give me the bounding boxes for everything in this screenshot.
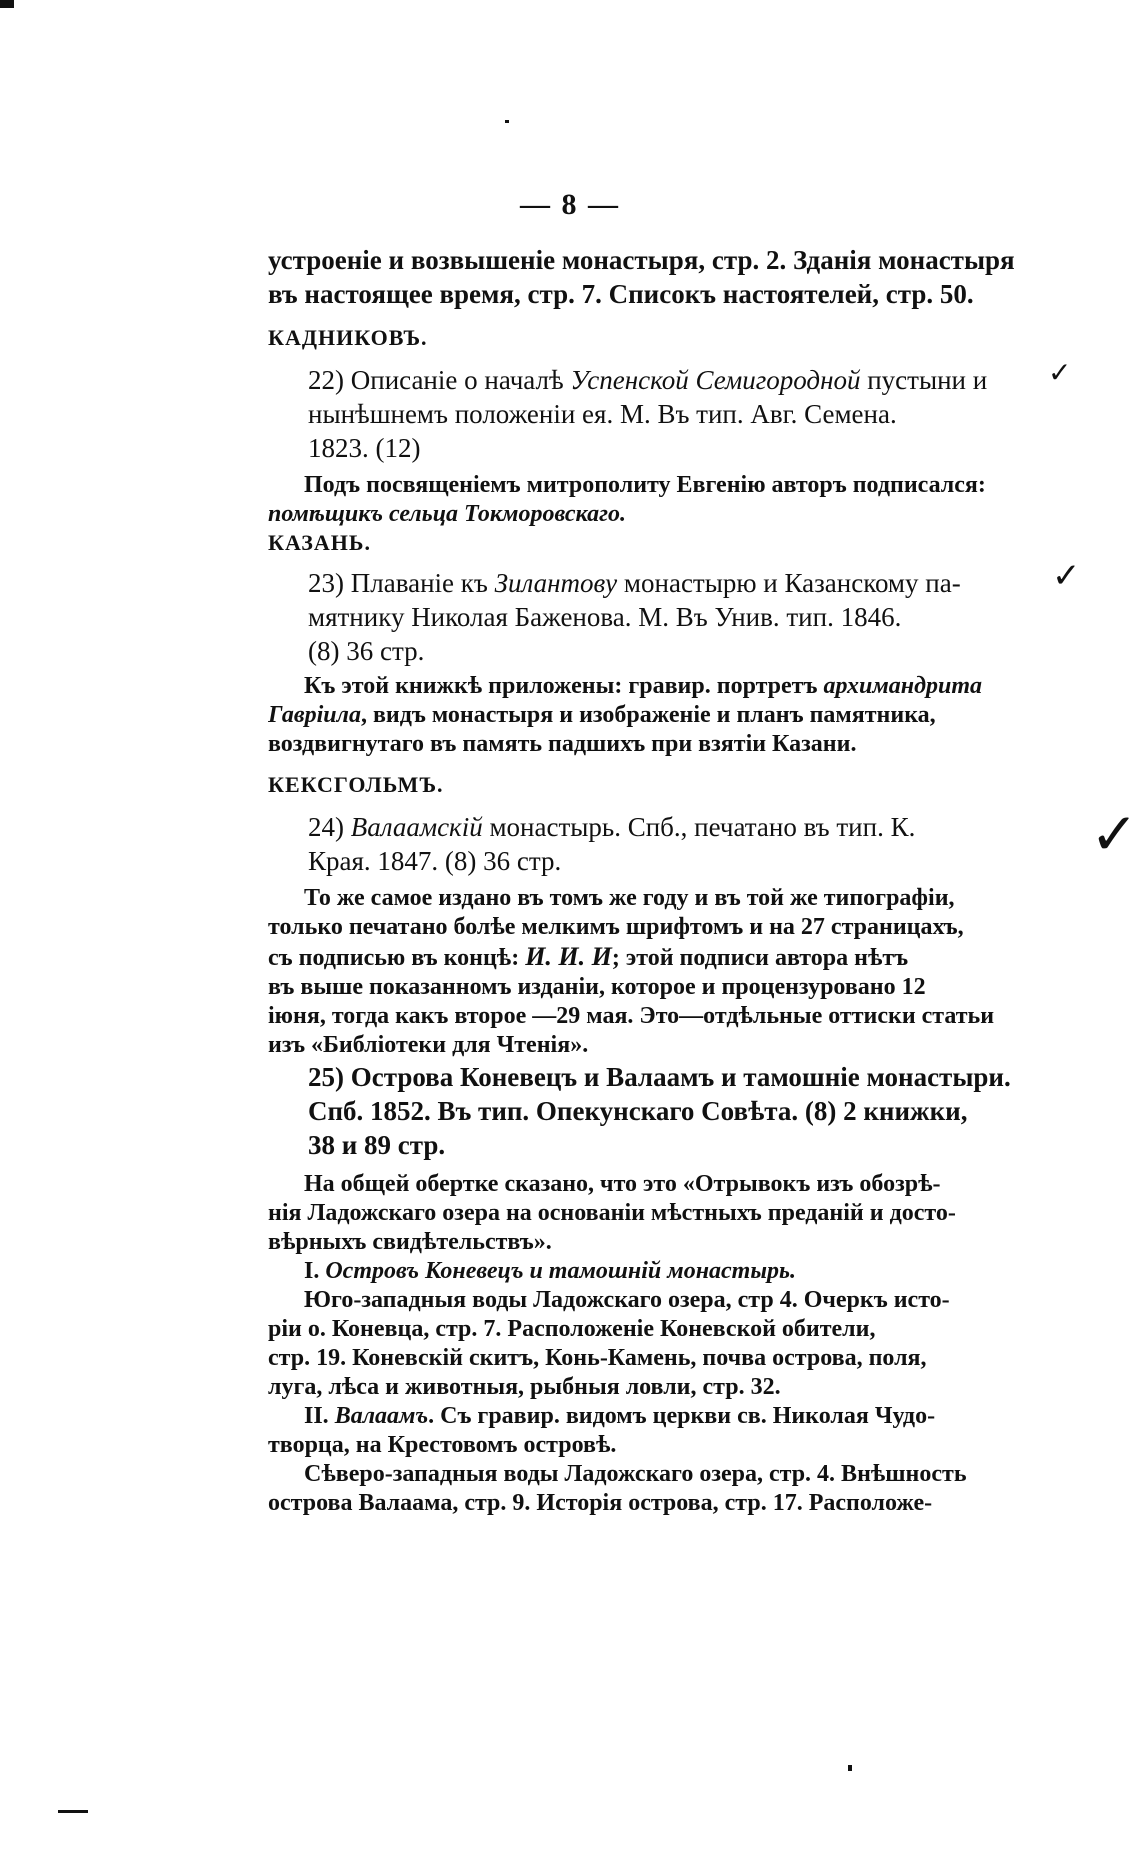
section-kadnikov bbox=[268, 323, 1050, 529]
text-line: устроеніе и возвышеніе монастыря, стр. 2. Зданія монастыря bbox=[268, 245, 1015, 275]
note-text: съ подписью въ концѣ: bbox=[268, 945, 526, 971]
note-text: . Съ гравир. видомъ церкви св. Николая Чудо- bbox=[428, 1403, 936, 1429]
italic-title: Зилантову bbox=[494, 568, 618, 598]
italic-subtitle: Валаамъ bbox=[334, 1403, 429, 1429]
entry-text: монастырь. Спб., печатано въ тип. К. bbox=[482, 812, 916, 842]
italic-title: Успенской Семигородной bbox=[570, 365, 861, 395]
note-line bbox=[268, 701, 1050, 730]
note-text: , видъ монастыря и изображеніе и планъ памятника, bbox=[360, 702, 936, 728]
note-line: Подъ посвященіемъ митрополиту Евгенію авторъ подписался: bbox=[304, 472, 986, 498]
note-line: острова Валаама, стр. 9. Исторія острова, стр. 17. Расположе- bbox=[268, 1490, 933, 1516]
note-line: только печатано болѣе мелкимъ шрифтомъ и на 27 страницахъ, bbox=[268, 914, 964, 940]
note-line: іюня, тогда какъ второе —29 мая. Это—отдѣльные оттиски статьи bbox=[268, 1003, 995, 1029]
note-line: На общей обертке сказано, что это «Отрывокъ изъ обозрѣ- bbox=[304, 1171, 941, 1197]
note-line bbox=[268, 1257, 1050, 1286]
note-25 bbox=[268, 1170, 1050, 1518]
note-line: Юго-западныя воды Ладожскаго озера, стр 4. Очеркъ исто- bbox=[304, 1287, 950, 1313]
entry-line: мятнику Николая Баженова. М. Въ Унив. тип. 1846. bbox=[308, 602, 902, 632]
entry-line bbox=[268, 363, 1050, 397]
entry-number-text: 22) Описаніе о началѣ bbox=[308, 365, 571, 395]
section-heading: КЕКСГОЛЬМЪ. bbox=[268, 772, 444, 797]
check-mark-icon: ✓ bbox=[1090, 800, 1139, 868]
entry-line bbox=[268, 810, 1050, 844]
entry-text: пустыни и bbox=[860, 365, 988, 395]
italic-signature: И. И. И bbox=[525, 942, 612, 971]
note-line bbox=[268, 942, 1050, 973]
page-number: — 8 — bbox=[520, 188, 620, 221]
entry-number-text: 24) bbox=[308, 812, 351, 842]
entry-line: 25) Острова Коневецъ и Валаамъ и тамошніе монастыри. bbox=[308, 1062, 1011, 1092]
italic-name: Гавріила bbox=[268, 702, 361, 728]
section-heading: КАДНИКОВЪ. bbox=[268, 325, 428, 350]
entry-21-continuation bbox=[268, 243, 1050, 311]
entry-24 bbox=[268, 810, 1050, 878]
section-heading: КАЗАНЬ. bbox=[268, 530, 371, 555]
text-line: въ настоящее время, стр. 7. Списокъ настоятелей, стр. 50. bbox=[268, 279, 974, 309]
note-line: ріи о. Коневца, стр. 7. Расположеніе Коневской обители, bbox=[268, 1316, 876, 1342]
entry-line: 1823. (12) bbox=[308, 433, 421, 463]
note-line: нія Ладожскаго озера на основаніи мѣстныхъ преданій и досто- bbox=[268, 1200, 956, 1226]
scan-artifact bbox=[58, 1810, 88, 1813]
entry-25 bbox=[268, 1060, 1050, 1518]
note-line: творца, на Крестовомъ островѣ. bbox=[268, 1432, 617, 1458]
note-line bbox=[268, 672, 1050, 701]
entry-line: нынѣшнемъ положеніи ея. М. Въ тип. Авг. Семена. bbox=[308, 399, 897, 429]
note-line: воздвигнутаго въ память падшихъ при взятіи Казани. bbox=[268, 731, 857, 757]
check-mark-icon: ✓ bbox=[1052, 556, 1081, 596]
entry-line: Спб. 1852. Въ тип. Опекунскаго Совѣта. (8) 2 книжки, bbox=[308, 1096, 968, 1126]
entry-line: Края. 1847. (8) 36 стр. bbox=[308, 846, 562, 876]
italic-subtitle: Островъ Коневецъ и тамошній монастырь. bbox=[325, 1258, 796, 1284]
note-text: II. bbox=[304, 1403, 335, 1429]
entry-text: монастырю и Казанскому па- bbox=[617, 568, 961, 598]
scan-artifact bbox=[505, 120, 509, 123]
entry-line: (8) 36 стр. bbox=[308, 636, 425, 666]
note-text: Къ этой книжкѣ приложены: гравир. портретъ bbox=[304, 673, 824, 699]
note-23 bbox=[268, 672, 1050, 759]
entry-23 bbox=[268, 566, 1050, 668]
note-text: I. bbox=[304, 1258, 326, 1284]
note-22 bbox=[268, 471, 1050, 529]
note-line: вѣрныхъ свидѣтельствъ». bbox=[268, 1229, 552, 1255]
note-line: луга, лѣса и животныя, рыбныя ловли, стр. 32. bbox=[268, 1374, 781, 1400]
note-line: изъ «Библіотеки для Чтенія». bbox=[268, 1032, 589, 1058]
note-24 bbox=[268, 884, 1050, 1060]
note-line bbox=[268, 1402, 1050, 1431]
italic-name: архимандрита bbox=[823, 673, 983, 699]
note-line: То же самое издано въ томъ же году и въ той же типографіи, bbox=[304, 885, 955, 911]
note-text: ; этой подписи автора нѣтъ bbox=[611, 945, 909, 971]
scan-artifact bbox=[0, 0, 14, 8]
section-kazan bbox=[268, 528, 1050, 759]
entry-line: 38 и 89 стр. bbox=[308, 1130, 446, 1160]
scan-artifact bbox=[848, 1765, 852, 1771]
note-line: Сѣверо-западныя воды Ладожскаго озера, стр. 4. Внѣшность bbox=[304, 1461, 967, 1487]
note-line: стр. 19. Коневскій скитъ, Конь-Камень, почва острова, поля, bbox=[268, 1345, 927, 1371]
italic-title: Валаамскій bbox=[350, 812, 483, 842]
section-keksgolm bbox=[268, 770, 1050, 1060]
entry-22 bbox=[268, 363, 1050, 465]
entry-line bbox=[268, 566, 1050, 600]
entry-number-text: 23) Плаваніе къ bbox=[308, 568, 495, 598]
note-line: помѣщикъ сельца Токморовскаго. bbox=[268, 501, 626, 527]
note-line: въ выше показанномъ изданіи, которое и процензуровано 12 bbox=[268, 974, 926, 1000]
check-mark-icon: ✓ bbox=[1048, 356, 1072, 389]
